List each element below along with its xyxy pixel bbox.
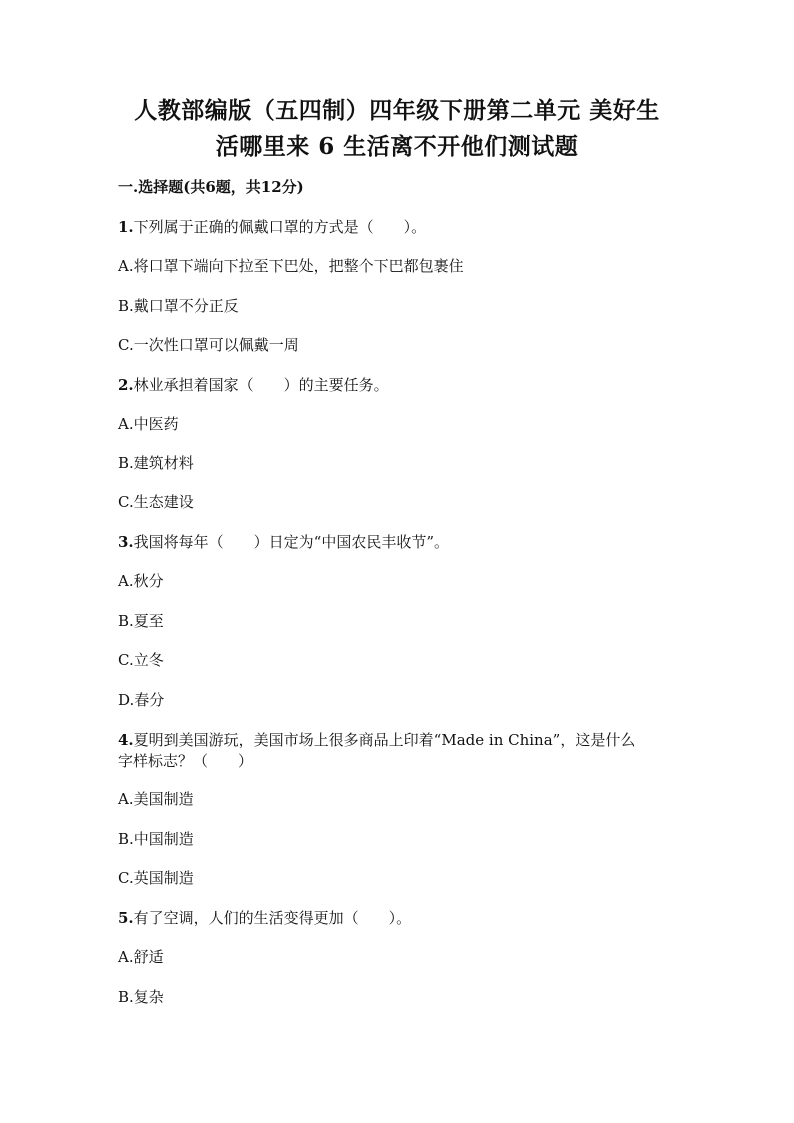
question-5-stem	[118, 907, 411, 929]
question-4-option-b: B.中国制造	[118, 830, 194, 848]
question-3-option-b: B.夏至	[118, 612, 164, 630]
question-4-option-a: A.美国制造	[118, 790, 194, 808]
question-text: 林业承担着国家（ ）的主要任务。	[133, 376, 389, 394]
question-number: 5.	[118, 909, 134, 927]
question-text: 下列属于正确的佩戴口罩的方式是（ ）。	[133, 218, 427, 236]
section-header: 一.选择题(共6题，共12分)	[118, 178, 304, 196]
question-1-option-b: B.戴口罩不分正反	[118, 297, 239, 315]
question-3-option-c: C.立冬	[118, 651, 164, 669]
question-2-option-b: B.建筑材料	[118, 454, 194, 472]
question-1-option-c: C.一次性口罩可以佩戴一周	[118, 336, 299, 354]
question-2-stem	[118, 374, 389, 396]
question-number: 1.	[118, 218, 134, 236]
question-number: 3.	[118, 533, 134, 551]
question-number: 4.	[118, 731, 134, 749]
question-3-option-a: A.秋分	[118, 572, 164, 590]
question-3-option-d: D.春分	[118, 691, 165, 709]
question-3-stem	[118, 531, 449, 553]
question-4-stem	[118, 729, 635, 751]
question-4-option-c: C.英国制造	[118, 869, 194, 887]
question-text: 有了空调，人们的生活变得更加（ ）。	[133, 909, 412, 927]
question-2-option-a: A.中医药	[118, 415, 179, 433]
question-5-option-a: A.舒适	[118, 948, 164, 966]
document-title-line-2: 活哪里来 6 生活离不开他们测试题	[215, 133, 579, 160]
question-5-option-b: B.复杂	[118, 988, 164, 1006]
question-number: 2.	[118, 376, 134, 394]
question-4-stem-continued: 字样标志？（ ）	[118, 752, 254, 770]
question-text: 夏明到美国游玩，美国市场上很多商品上印着“Made in China”，这是什么	[133, 731, 636, 749]
question-text: 我国将每年（ ）日定为“中国农民丰收节”。	[133, 533, 450, 551]
question-1-option-a: A.将口罩下端向下拉至下巴处，把整个下巴都包裹住	[118, 257, 464, 275]
document-title-line-1: 人教部编版（五四制）四年级下册第二单元 美好生	[134, 97, 660, 124]
question-2-option-c: C.生态建设	[118, 493, 194, 511]
question-1-stem	[118, 216, 426, 238]
